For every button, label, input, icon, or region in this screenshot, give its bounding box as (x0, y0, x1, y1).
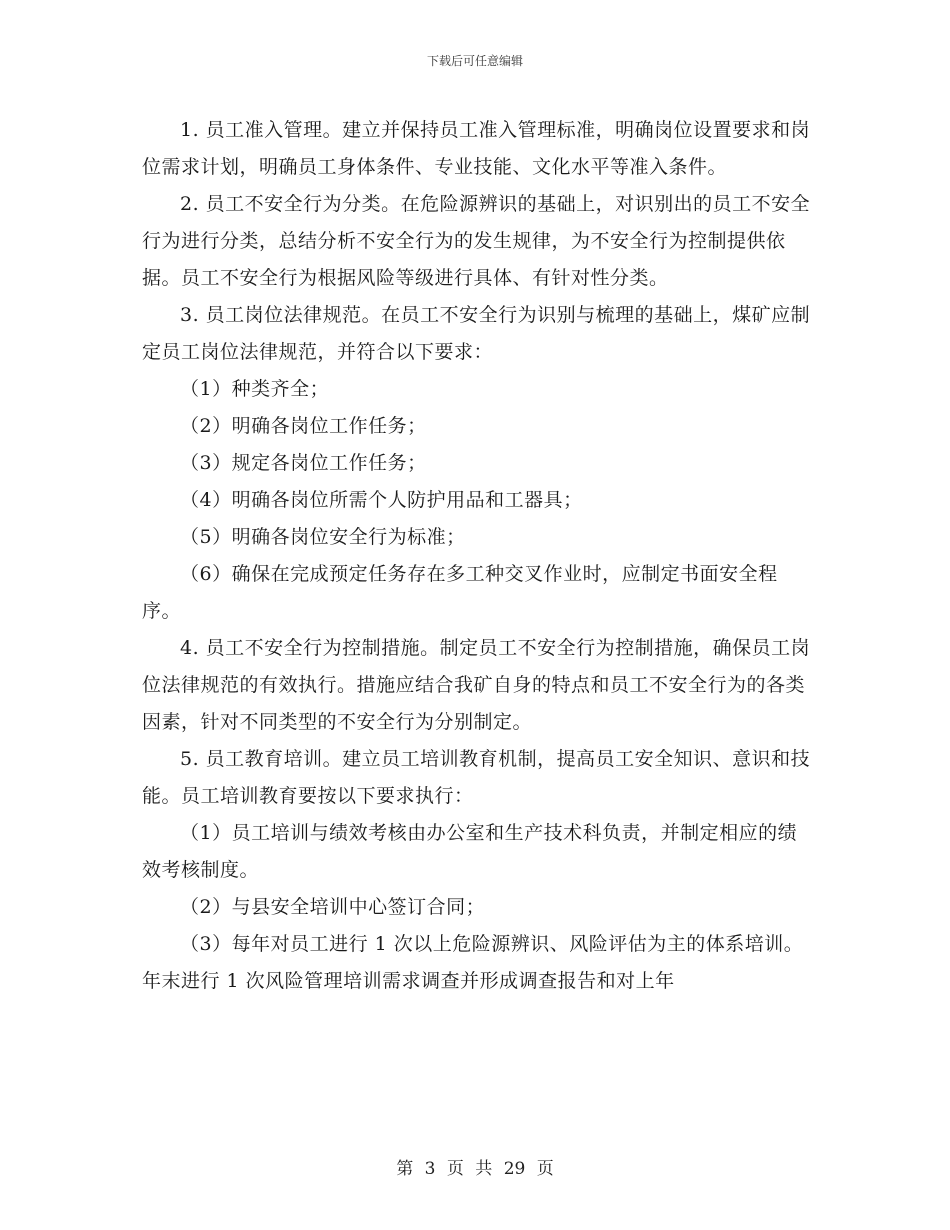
list-item-5: （5）明确各岗位安全行为标准； (180, 526, 466, 548)
paragraph-employee-admission: 1. 员工准入管理。建立并保持员工准入管理标准，明确岗位设置要求和岗位需求计划，明确员工身体条件、专业技能、文化水平等准入条件。 (142, 119, 811, 178)
document-body (142, 112, 814, 1000)
paragraph-unsafe-behavior-classification: 2. 员工不安全行为分类。在危险源辨识的基础上，对识别出的员工不安全行为进行分类，总结分析不安全行为的发生规律，为不安全行为控制提供依据。员工不安全行为根据风险等级进行具体、有针对性分类。 (142, 193, 811, 289)
list-item-3: （3）规定各岗位工作任务； (180, 452, 427, 474)
page-number-footer: 第 3 页 共 29 页 (396, 1159, 554, 1179)
list-item-1: （1）种类齐全； (180, 378, 330, 400)
list-item-6: （6）确保在完成预定任务存在多工种交叉作业时，应制定书面安全程序。 (142, 563, 778, 622)
paragraph-post-legal-norms: 3. 员工岗位法律规范。在员工不安全行为识别与梳理的基础上，煤矿应制定员工岗位法律规范，并符合以下要求： (142, 304, 811, 363)
paragraph-education-training: 5. 员工教育培训。建立员工培训教育机制，提高员工安全知识、意识和技能。员工培训教育要按以下要求执行： (142, 748, 811, 807)
paragraph-control-measures: 4. 员工不安全行为控制措施。制定员工不安全行为控制措施，确保员工岗位法律规范的有效执行。措施应结合我矿自身的特点和员工不安全行为的各类因素，针对不同类型的不安全行为分别制定。 (142, 637, 811, 733)
page-header: 下载后可任意编辑 (426, 54, 523, 68)
training-item-1: （1）员工培训与绩效考核由办公室和生产技术科负责，并制定相应的绩效考核制度。 (142, 822, 798, 881)
list-item-2: （2）明确各岗位工作任务； (180, 415, 427, 437)
training-item-2: （2）与县安全培训中心签订合同； (180, 896, 486, 918)
training-item-3: （3）每年对员工进行 1 次以上危险源辨识、风险评估为主的体系培训。年末进行 1 次风险管理培训需求调查并形成调查报告和对上年 (142, 933, 804, 992)
list-item-4: （4）明确各岗位所需个人防护用品和工器具； (180, 489, 583, 511)
